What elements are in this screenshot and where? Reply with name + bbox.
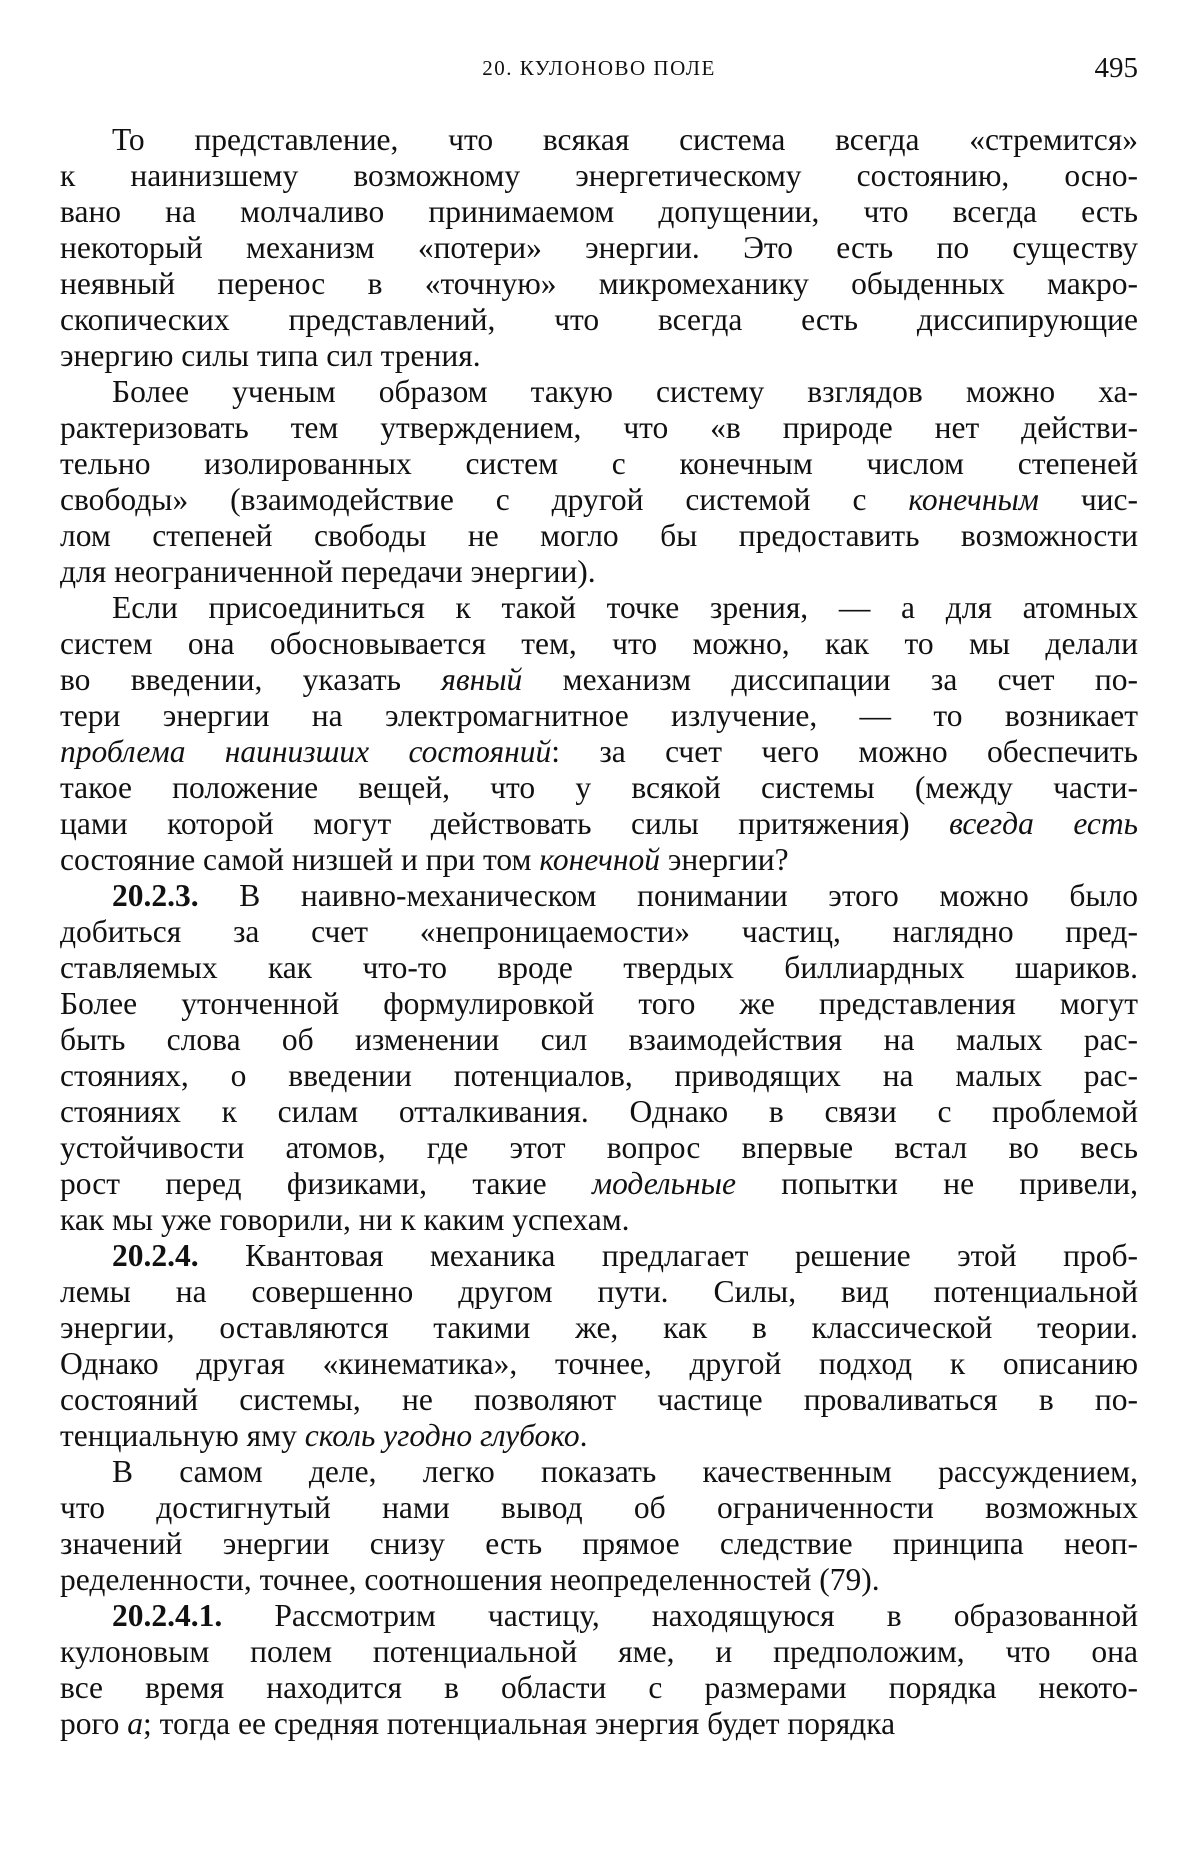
text-run: ; тогда ее средняя потенциальная энергия будет порядка bbox=[143, 1706, 896, 1741]
text-line bbox=[60, 1706, 1138, 1742]
text-line bbox=[60, 1418, 1138, 1454]
text-line bbox=[60, 698, 1138, 734]
text-line bbox=[60, 1346, 1138, 1382]
text-run: ставляемых как что-то вроде твердых биллиардных шариков. bbox=[60, 950, 1138, 985]
text-line bbox=[60, 374, 1138, 410]
text-run: систем она обосновывается тем, что можно, как то мы делали bbox=[60, 626, 1138, 661]
text-run: цами которой могут действовать силы притяжения) bbox=[60, 806, 950, 841]
emphasis: конечным bbox=[908, 482, 1039, 517]
body-text bbox=[60, 122, 1138, 1742]
text-run: к наинизшему возможному энергетическому состоянию, осно- bbox=[60, 158, 1138, 193]
text-run: состояний системы, не позволяют частице проваливаться в по- bbox=[60, 1382, 1138, 1417]
text-run: стояниях, о введении потенциалов, приводящих на малых рас- bbox=[60, 1058, 1138, 1093]
text-run: рактеризовать тем утверждением, что «в природе нет действи- bbox=[60, 410, 1138, 445]
section-number: 20.2.3. bbox=[112, 878, 199, 913]
text-line bbox=[60, 1634, 1138, 1670]
text-line bbox=[60, 1382, 1138, 1418]
text-line bbox=[60, 410, 1138, 446]
paragraph bbox=[60, 590, 1138, 878]
text-line bbox=[60, 1058, 1138, 1094]
text-line bbox=[60, 842, 1138, 878]
text-line bbox=[60, 734, 1138, 770]
emphasis: модельные bbox=[591, 1166, 736, 1201]
text-line bbox=[60, 266, 1138, 302]
text-run: . bbox=[579, 1418, 588, 1453]
text-run: чис- bbox=[1038, 482, 1139, 517]
text-run: во введении, указать bbox=[60, 662, 442, 697]
text-line bbox=[60, 1454, 1138, 1490]
text-run: Квантовая механика предлагает решение этой проб- bbox=[198, 1238, 1138, 1273]
text-run: значений энергии снизу есть прямое следствие принципа неоп- bbox=[60, 1526, 1138, 1561]
text-line bbox=[60, 122, 1138, 158]
text-run: попытки не привели, bbox=[735, 1166, 1138, 1201]
text-line bbox=[60, 770, 1138, 806]
paragraph bbox=[60, 1598, 1138, 1742]
text-line bbox=[60, 806, 1138, 842]
text-line bbox=[60, 1670, 1138, 1706]
text-run: тенциальную яму bbox=[60, 1418, 305, 1453]
emphasis: проблема наинизших состояний bbox=[60, 734, 552, 769]
text-run: В самом деле, легко показать качественным рассуждением, bbox=[112, 1454, 1138, 1489]
text-run: энергии? bbox=[659, 842, 789, 877]
text-run: рого bbox=[60, 1706, 128, 1741]
text-run: энергии, оставляются такими же, как в классической теории. bbox=[60, 1310, 1138, 1345]
paragraph bbox=[60, 1238, 1138, 1454]
text-line bbox=[60, 1166, 1138, 1202]
text-run: устойчивости атомов, где этот вопрос впервые встал во весь bbox=[60, 1130, 1138, 1165]
text-run: То представление, что всякая система всегда «стремится» bbox=[112, 122, 1138, 157]
running-title: 20. КУЛОНОВО ПОЛЕ bbox=[482, 56, 716, 80]
text-run: лом степеней свободы не могло бы предоставить возможности bbox=[60, 518, 1138, 553]
text-run: Более ученым образом такую систему взглядов можно ха- bbox=[112, 374, 1138, 409]
text-line bbox=[60, 1490, 1138, 1526]
text-run: энергию силы типа сил трения. bbox=[60, 338, 481, 373]
text-line bbox=[60, 158, 1138, 194]
text-run: такое положение вещей, что у всякой системы (между части- bbox=[60, 770, 1138, 805]
page-number: 495 bbox=[1094, 52, 1138, 84]
text-line bbox=[60, 950, 1138, 986]
text-line bbox=[60, 878, 1138, 914]
text-line bbox=[60, 1598, 1138, 1634]
text-run: : за счет чего можно обеспечить bbox=[551, 734, 1139, 769]
text-run: Если присоединиться к такой точке зрения, — а для атомных bbox=[112, 590, 1138, 625]
emphasis: всегда есть bbox=[949, 806, 1138, 841]
text-run: ределенности, точнее, соотношения неопределенностей (79). bbox=[60, 1562, 880, 1597]
text-line bbox=[60, 302, 1138, 338]
text-run: как мы уже говорили, ни к каким успехам. bbox=[60, 1202, 630, 1237]
text-run: вано на молчаливо принимаемом допущении, что всегда есть bbox=[60, 194, 1138, 229]
text-run: тери энергии на электромагнитное излучение, — то возникает bbox=[60, 698, 1138, 733]
text-line bbox=[60, 1022, 1138, 1058]
section-number: 20.2.4.1. bbox=[112, 1598, 223, 1633]
text-line bbox=[60, 1310, 1138, 1346]
text-line bbox=[60, 1094, 1138, 1130]
text-line bbox=[60, 1238, 1138, 1274]
text-line bbox=[60, 986, 1138, 1022]
text-line bbox=[60, 590, 1138, 626]
text-run: состояние самой низшей и при том bbox=[60, 842, 540, 877]
text-line bbox=[60, 1130, 1138, 1166]
text-run: тельно изолированных систем с конечным числом степеней bbox=[60, 446, 1138, 481]
paragraph bbox=[60, 374, 1138, 590]
text-line bbox=[60, 1562, 1138, 1598]
emphasis: явный bbox=[441, 662, 523, 697]
text-line bbox=[60, 662, 1138, 698]
text-run: для неограниченной передачи энергии). bbox=[60, 554, 596, 589]
text-run: Более утонченной формулировкой того же представления могут bbox=[60, 986, 1138, 1021]
text-line bbox=[60, 1526, 1138, 1562]
text-run: лемы на совершенно другом пути. Силы, вид потенциальной bbox=[60, 1274, 1138, 1309]
text-run: механизм диссипации за счет по- bbox=[522, 662, 1138, 697]
text-run: Однако другая «кинематика», точнее, другой подход к описанию bbox=[60, 1346, 1138, 1381]
text-line bbox=[60, 914, 1138, 950]
text-run: рост перед физиками, такие bbox=[60, 1166, 592, 1201]
text-run: Рассмотрим частицу, находящуюся в образованной bbox=[222, 1598, 1138, 1633]
text-line bbox=[60, 518, 1138, 554]
paragraph bbox=[60, 878, 1138, 1238]
emphasis: a bbox=[127, 1706, 144, 1741]
text-line bbox=[60, 482, 1138, 518]
text-line bbox=[60, 626, 1138, 662]
text-line bbox=[60, 230, 1138, 266]
text-run: неявный перенос в «точную» микромеханику обыденных макро- bbox=[60, 266, 1138, 301]
paragraph bbox=[60, 1454, 1138, 1598]
paragraph bbox=[60, 122, 1138, 374]
text-run: все время находится в области с размерами порядка некото- bbox=[60, 1670, 1138, 1705]
text-line bbox=[60, 446, 1138, 482]
text-run: добиться за счет «непроницаемости» частиц, наглядно пред- bbox=[60, 914, 1138, 949]
text-run: что достигнутый нами вывод об ограниченности возможных bbox=[60, 1490, 1138, 1525]
text-run: некоторый механизм «потери» энергии. Это есть по существу bbox=[60, 230, 1138, 265]
text-run: скопических представлений, что всегда есть диссипирующие bbox=[60, 302, 1138, 337]
emphasis: сколь угодно глубоко bbox=[304, 1418, 580, 1453]
text-line bbox=[60, 338, 1138, 374]
text-run: В наивно-механическом понимании этого можно было bbox=[198, 878, 1138, 913]
section-number: 20.2.4. bbox=[112, 1238, 199, 1273]
text-line bbox=[60, 554, 1138, 590]
text-run: быть слова об изменении сил взаимодействия на малых рас- bbox=[60, 1022, 1138, 1057]
text-run: стояниях к силам отталкивания. Однако в связи с проблемой bbox=[60, 1094, 1138, 1129]
text-run: свободы» (взаимодействие с другой системой с bbox=[60, 482, 909, 517]
text-run: кулоновым полем потенциальной яме, и предположим, что она bbox=[60, 1634, 1138, 1669]
text-line bbox=[60, 1202, 1138, 1238]
emphasis: конечной bbox=[539, 842, 660, 877]
running-head bbox=[60, 48, 1138, 88]
text-line bbox=[60, 194, 1138, 230]
text-line bbox=[60, 1274, 1138, 1310]
